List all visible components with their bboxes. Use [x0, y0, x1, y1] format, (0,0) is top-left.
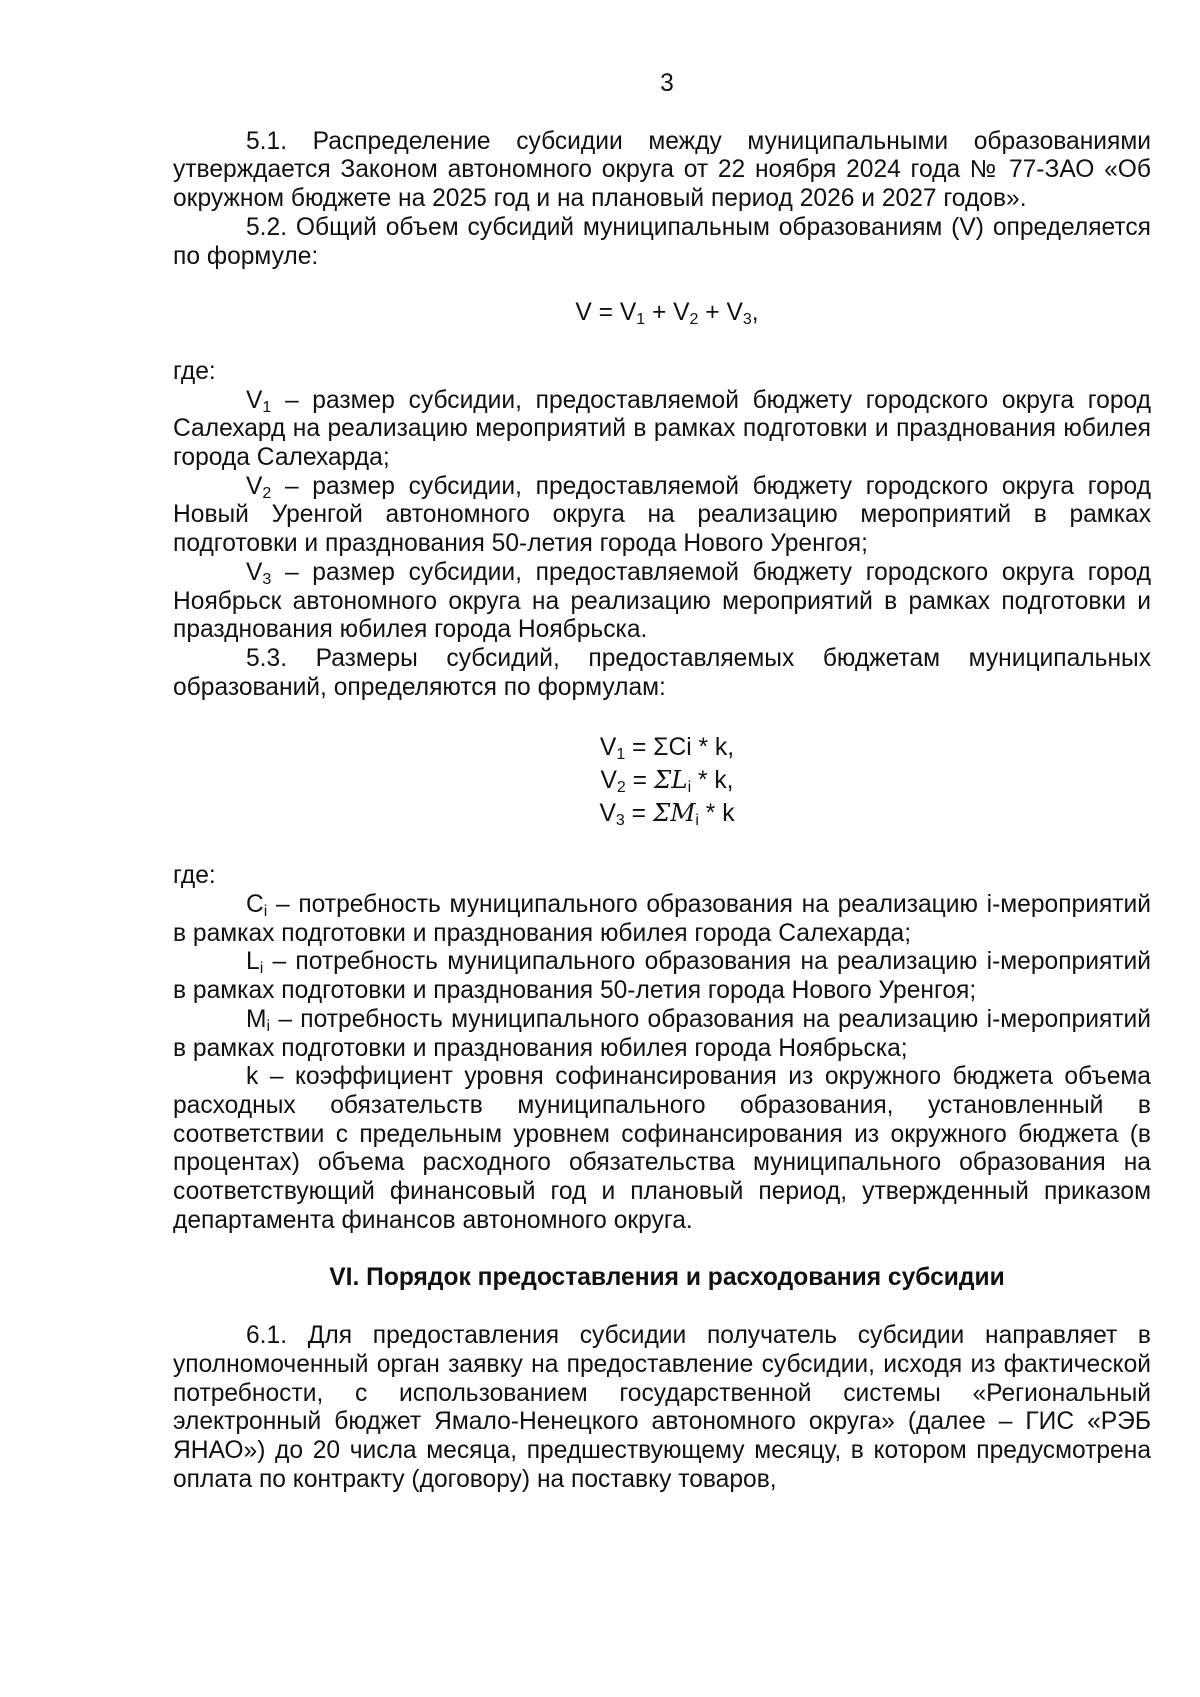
- formula-sum-term: ΣCi: [653, 734, 692, 762]
- definition-subscript: 2: [262, 484, 272, 502]
- formula-sum-term: ΣL: [653, 765, 688, 795]
- formula-operator: +: [698, 299, 727, 327]
- where-label: где:: [173, 862, 216, 890]
- formula-v2: [183, 764, 1151, 797]
- formula-subscript: 1: [616, 746, 626, 764]
- paragraph-5-1: 5.1. Распределение субсидии между муниципальными образованиями утверждается Законом автономного округа от 22 ноября 2024 года № 77-ЗАО «Об окружном бюджете на 2025 год и на плановый период 2026 и 2027 годов».: [173, 127, 1151, 213]
- formula-subscript: 2: [616, 779, 626, 797]
- definition-text: – размер субсидии, предоставляемой бюджету городского округа город Новый Уренгой автономного округа на реализацию мероприятий в рамках подготовки и празднования 50-летия города Нового Уренгоя;: [173, 472, 1151, 558]
- formula-subscript: 2: [689, 311, 699, 329]
- definition-subscript: i: [266, 1017, 271, 1035]
- formula-operator: =: [625, 767, 654, 795]
- formula-symbol: V: [599, 734, 617, 762]
- formula-symbol: V: [575, 299, 592, 327]
- definition-mi: [173, 1006, 1151, 1063]
- formula-subscript: i: [695, 812, 699, 830]
- definition-v1: [173, 387, 1151, 473]
- formula-total-volume: [173, 271, 1151, 358]
- formula-symbol: V: [619, 299, 637, 327]
- definition-text: – размер субсидии, предоставляемой бюджету городского округа город Ноябрьск автономного округа на реализацию мероприятий в рамках подготовки и празднования юбилея города Ноябрьска.: [173, 558, 1151, 644]
- section-heading-vi: VI. Порядок предоставления и расходования субсидии: [329, 1263, 1005, 1291]
- paragraph-5-2: 5.2. Общий объем субсидий муниципальным образованиям (V) определяется по формуле:: [173, 213, 1151, 270]
- formula-symbol: V: [599, 800, 616, 828]
- definition-symbol: L: [246, 948, 260, 976]
- where-label: где:: [173, 357, 216, 385]
- definition-symbol: M: [246, 1005, 267, 1033]
- definition-symbol: V: [246, 472, 263, 500]
- definition-li: [173, 948, 1151, 1005]
- definition-ci: [173, 891, 1151, 948]
- definition-k: k – коэффициент уровня софинансирования из окружного бюджета объема расходных обязательств муниципального образования, установленный в соответствии с предельным уровнем софинансирования из окружного бюджета (в процентах) объема расходного обязательства муниципального образования на соответствующий финансовый год и плановый период, утвержденный приказом департамента финансов автономного округа.: [173, 1063, 1151, 1234]
- formula-symbol: V: [673, 299, 690, 327]
- formula-subscript: 3: [742, 311, 752, 329]
- formula-symbol: V: [726, 299, 743, 327]
- formula-punctuation: ,: [751, 299, 759, 327]
- paragraph-6-1: 6.1. Для предоставления субсидии получатель субсидии направляет в уполномоченный орган заявку на предоставление субсидии, исходя из фактической потребности, с использованием государственной системы «Региональный электронный бюджет Ямало-Ненецкого автономного округа» (далее – ГИС «РЭБ ЯНАО») до 20 числа месяца, предшествующему месяцу, в котором предусмотрена оплата по контракту (договору) на поставку товаров,: [173, 1322, 1151, 1493]
- definition-subscript: i: [263, 903, 268, 921]
- formula-operator: =: [624, 800, 653, 828]
- document-page: [173, 70, 1151, 1494]
- formula-coefficient: * k: [698, 800, 735, 828]
- definition-subscript: 3: [262, 570, 272, 588]
- formula-subscript: 3: [615, 812, 625, 830]
- formula-v3: [183, 797, 1151, 830]
- definition-subscript: 1: [262, 398, 272, 416]
- paragraph-5-3: 5.3. Размеры субсидий, предоставляемых бюджетам муниципальных образований, определяются по формулам:: [173, 644, 1151, 701]
- formula-set-subsidy-sizes: [173, 702, 1151, 862]
- formula-sum-term: ΣM: [652, 798, 696, 828]
- formula-operator: =: [591, 299, 620, 327]
- formula-v1: [183, 732, 1151, 764]
- definition-text: – размер субсидии, предоставляемой бюджету городского округа город Салехард на реализацию мероприятий в рамках подготовки и празднования юбилея города Салехарда;: [173, 386, 1151, 472]
- formula-subscript: 1: [636, 311, 646, 329]
- formula-coefficient: * k,: [691, 767, 734, 795]
- definition-symbol: V: [246, 558, 263, 586]
- definition-symbol: V: [246, 386, 263, 414]
- definition-text: – потребность муниципального образования на реализацию i-мероприятий в рамках подготовки и празднования юбилея города Ноябрьска;: [173, 1005, 1151, 1062]
- definition-subscript: i: [259, 960, 264, 978]
- definition-symbol: C: [246, 891, 264, 919]
- page-number: 3: [660, 70, 674, 97]
- definition-v3: [173, 559, 1151, 645]
- definition-text: – потребность муниципального образования на реализацию i-мероприятий в рамках подготовки и празднования 50-летия города Нового Уренгоя;: [173, 948, 1151, 1005]
- formula-subscript: i: [687, 779, 692, 797]
- formula-symbol: V: [600, 767, 617, 795]
- formula-operator: =: [625, 734, 654, 762]
- formula-operator: +: [645, 299, 674, 327]
- definition-v2: [173, 473, 1151, 559]
- formula-coefficient: * k,: [691, 734, 735, 762]
- definition-text: – потребность муниципального образования на реализацию i-мероприятий в рамках подготовки и празднования юбилея города Салехарда;: [173, 891, 1151, 947]
